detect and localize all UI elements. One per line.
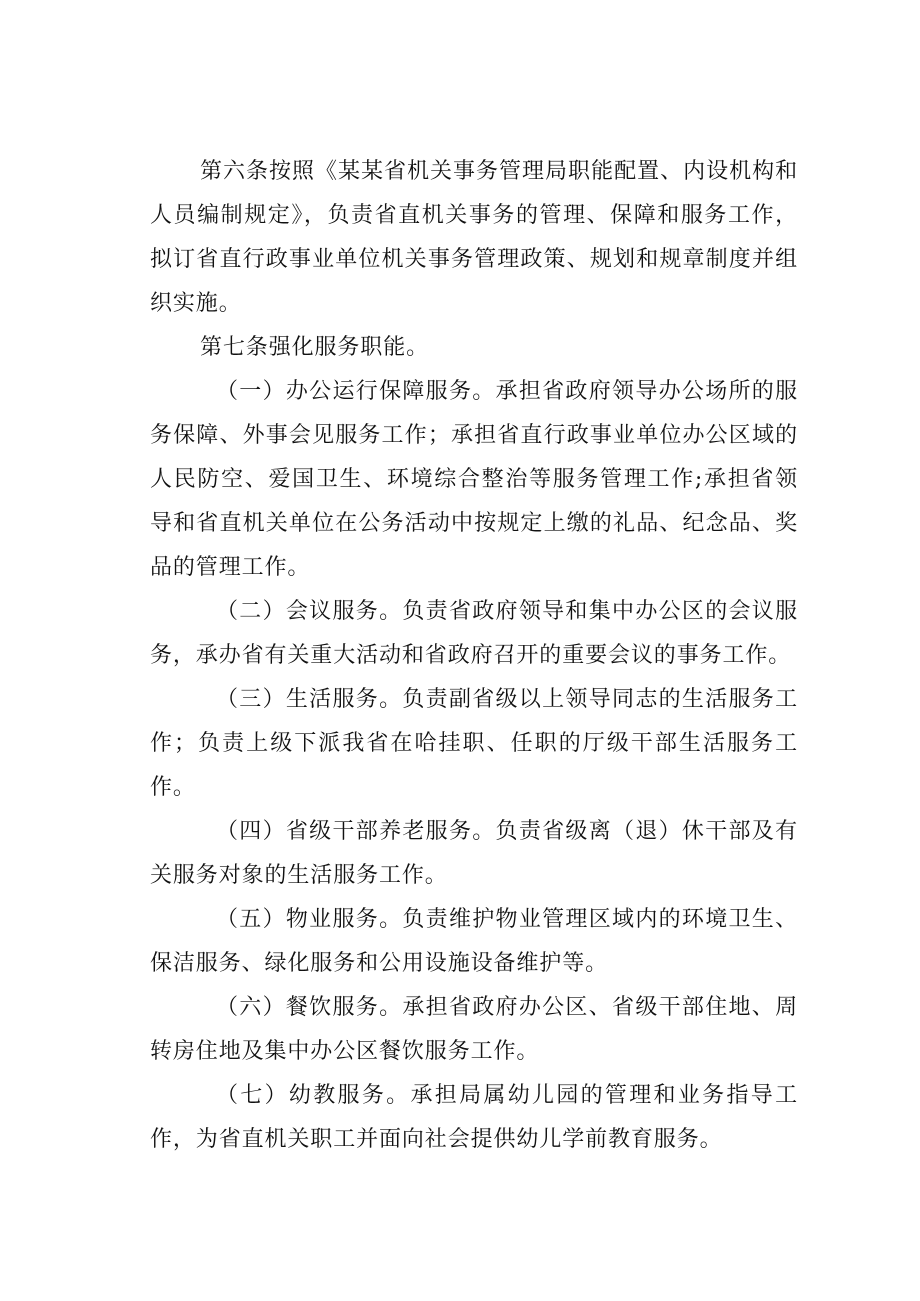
- item-1-office-operation: （一）办公运行保障服务。承担省政府领导办公场所的服务保障、外事会见服务工作；承担省直行政事业单位办公区域的人民防空、爱国卫生、环境综合整治等服务管理工作;承担省领导和省直机关单位在公务活动中按规定上缴的礼品、纪念品、奖品的管理工作。: [150, 379, 798, 580]
- item-2-meeting-service: （二）会议服务。负责省政府领导和集中办公区的会议服务，承办省有关重大活动和省政府召开的重要会议的事务工作。: [150, 599, 798, 668]
- article-7-heading: 第七条强化服务职能。: [200, 335, 430, 360]
- item-5-property-service: （五）物业服务。负责维护物业管理区域内的环境卫生、保洁服务、绿化服务和公用设施设备维护等。: [150, 907, 798, 976]
- item-6-catering-service: （六）餐饮服务。承担省政府办公区、省级干部住地、周转房住地及集中办公区餐饮服务工作。: [150, 995, 798, 1064]
- article-6-paragraph: 第六条按照《某某省机关事务管理局职能配置、内设机构和人员编制规定》，负责省直机关事务的管理、保障和服务工作，拟订省直行政事业单位机关事务管理政策、规划和规章制度并组织实施。: [150, 159, 798, 316]
- item-7-preschool-service: （七）幼教服务。承担局属幼儿园的管理和业务指导工作，为省直机关职工并面向社会提供幼儿学前教育服务。: [150, 1083, 798, 1152]
- item-3-living-service: （三）生活服务。负责副省级以上领导同志的生活服务工作；负责上级下派我省在哈挂职、任职的厅级干部生活服务工作。: [150, 687, 798, 800]
- item-4-elderly-care: （四）省级干部养老服务。负责省级离（退）休干部及有关服务对象的生活服务工作。: [150, 819, 798, 888]
- document-body: [150, 150, 798, 1162]
